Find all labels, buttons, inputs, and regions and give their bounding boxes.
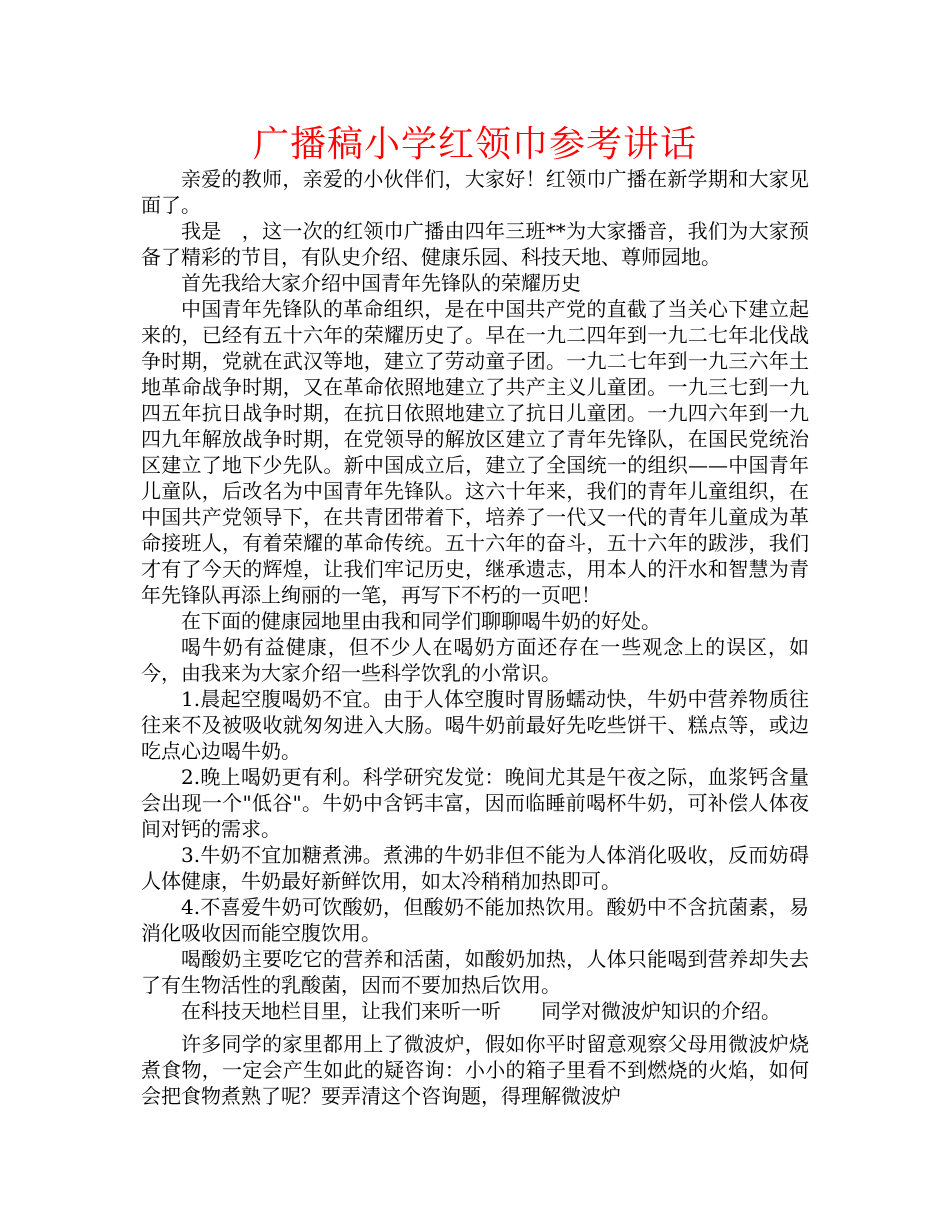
paragraph-milk-tip-1: 1.晨起空腹喝奶不宜。由于人体空腹时胃肠蠕动快，牛奶中营养物质往往来不及被吸收就匆匆进入大肠。喝牛奶前最好先吃些饼干、糕点等，或边吃点心边喝牛奶。 xyxy=(141,687,809,763)
paragraph-milk-tip-3: 3.牛奶不宜加糖煮沸。煮沸的牛奶非但不能为人体消化吸收，反而妨碍人体健康，牛奶最好新鲜饮用，如太冷稍稍加热即可。 xyxy=(141,843,809,893)
document-body xyxy=(141,166,809,1109)
paragraph-milk-tip-4: 4.不喜爱牛奶可饮酸奶，但酸奶不能加热饮用。酸奶中不含抗菌素，易消化吸收因而能空腹饮用。 xyxy=(141,895,809,945)
paragraph-history: 中国青年先锋队的革命组织，是在中国共产党的直截了当关心下建立起来的，已经有五十六年的荣耀历史了。早在一九二四年到一九二七年北伐战争时期，党就在武汉等地，建立了劳动童子团。一九二七年到一九三六年土地革命战争时期，又在革命依照地建立了共产主义儿童团。一九三七到一九四五年抗日战争时期，在抗日依照地建立了抗日儿童团。一九四六年到一九四九年解放战争时期，在党领导的解放区建立了青年先锋队，在国民党统治区建立了地下少先队。新中国成立后，建立了全国统一的组织——中国青年儿童队，后改名为中国青年先锋队。这六十年来，我们的青年儿童组织，在中国共产党领导下，在共青团带着下，培养了一代又一代的青年儿童成为革命接班人，有着荣耀的革命传统。五十六年的奋斗，五十六年的跋涉，我们才有了今天的辉煌，让我们牢记历史，继承遗志，用本人的汗水和智慧为青年先锋队再添上绚丽的一笔，再写下不朽的一页吧！ xyxy=(141,297,809,607)
paragraph-yogurt: 喝酸奶主要吃它的营养和活菌，如酸奶加热，人体只能喝到营养却失去了有生物活性的乳酸菌，因而不要加热后饮用。 xyxy=(141,947,809,997)
paragraph-program-intro: 我是 ，这一次的红领巾广播由四年三班**为大家播音，我们为大家预备了精彩的节目，有队史介绍、健康乐园、科技天地、尊师园地。 xyxy=(141,219,809,269)
paragraph-history-heading: 首先我给大家介绍中国青年先锋队的荣耀历史 xyxy=(181,271,581,295)
paragraph-milk-tip-2: 2.晚上喝奶更有利。科学研究发觉：晚间尤其是午夜之际，血浆钙含量会出现一个"低谷"。牛奶中含钙丰富，因而临睡前喝杯牛奶，可补偿人体夜间对钙的需求。 xyxy=(141,765,809,841)
paragraph-milk-intro: 喝牛奶有益健康，但不少人在喝奶方面还存在一些观念上的误区，如今，由我来为大家介绍一些科学饮乳的小常识。 xyxy=(141,635,809,685)
paragraph-greeting: 亲爱的教师，亲爱的小伙伴们，大家好！红领巾广播在新学期和大家见面了。 xyxy=(141,167,809,217)
paragraph-microwave: 许多同学的家里都用上了微波炉，假如你平时留意观察父母用微波炉烧煮食物，一定会产生如此的疑咨询：小小的箱子里看不到燃烧的火焰，如何会把食物煮熟了呢？要弄清这个咨询题，得理解微波炉 xyxy=(141,1032,809,1108)
paragraph-science-intro: 在科技天地栏目里，让我们来听一听 同学对微波炉知识的介绍。 xyxy=(181,999,781,1023)
document-title: 广播稿小学红领巾参考讲话 xyxy=(252,124,697,165)
paragraph-health-intro: 在下面的健康园地里由我和同学们聊聊喝牛奶的好处。 xyxy=(181,609,661,633)
